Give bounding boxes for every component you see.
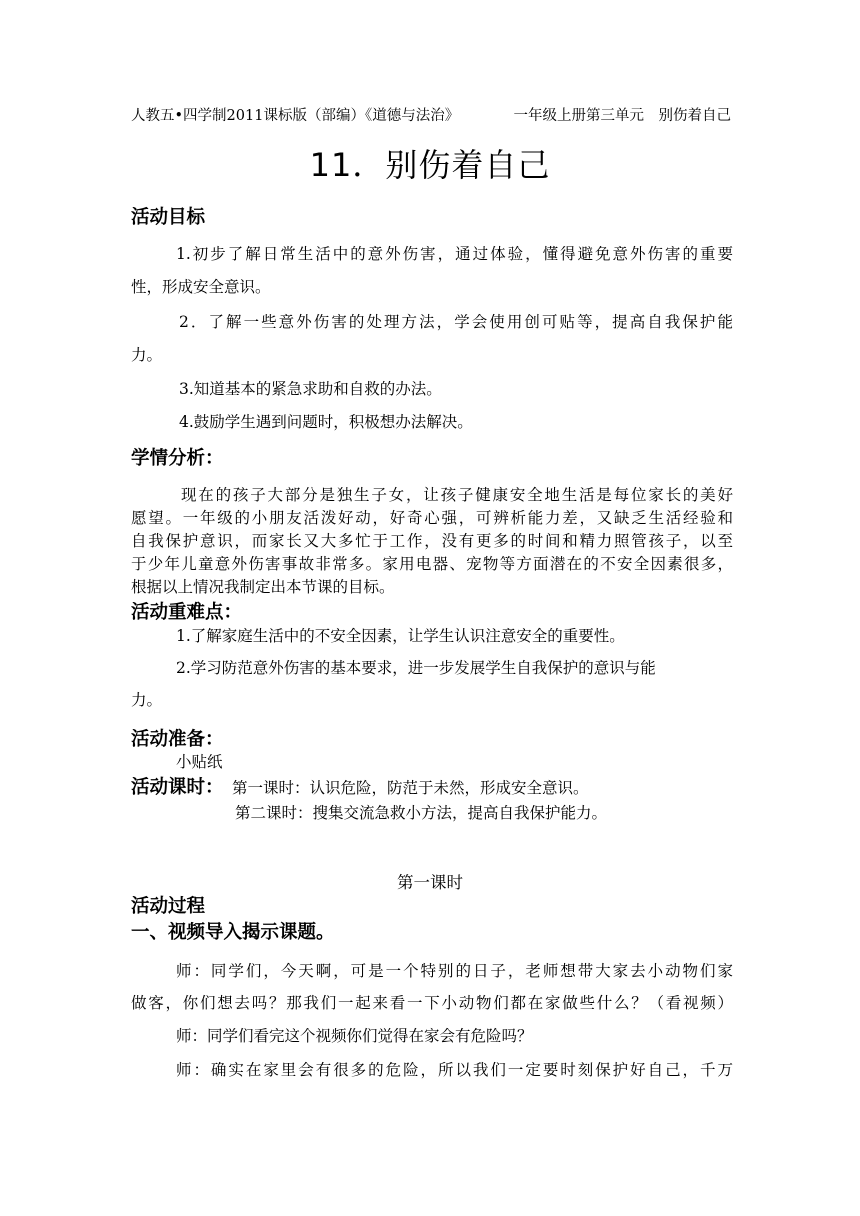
lesson-p3: 师：确实在家里会有很多的危险，所以我们一定要时刻保护好自己，千万 xyxy=(176,1061,733,1079)
prep-content: 小贴纸 xyxy=(176,753,223,771)
analysis-heading: 学情分析： xyxy=(131,448,224,469)
keypoints-heading: 活动重难点： xyxy=(131,602,243,623)
goal-item-2-line-1: 2．了解一些意外伤害的处理方法，学会使用创可贴等，提高自我保护能 xyxy=(179,313,733,331)
keypoint-item-2-line-2: 力。 xyxy=(131,691,163,709)
header-right: 一年级上册第三单元 别伤着自己 xyxy=(513,108,731,124)
keypoint-item-2-line-1: 2.学习防范意外伤害的基本要求，进一步发展学生自我保护的意识与能 xyxy=(176,659,656,677)
goal-item-4: 4.鼓励学生遇到问题时，积极想办法解决。 xyxy=(179,413,473,431)
goal-item-1-line-2: 性，形成安全意识。 xyxy=(131,278,271,296)
hours-heading: 活动课时： xyxy=(131,777,224,798)
keypoint-item-1: 1.了解家庭生活中的不安全因素，让学生认识注意安全的重要性。 xyxy=(176,627,625,645)
analysis-line-5: 根据以上情况我制定出本节课的目标。 xyxy=(131,578,395,596)
page-header xyxy=(131,104,731,125)
lesson-p2: 师：同学们看完这个视频你们觉得在家会有危险吗？ xyxy=(176,1027,533,1045)
process-heading: 活动过程 xyxy=(131,896,206,917)
prep-heading: 活动准备： xyxy=(131,729,224,750)
section-1-heading: 一、视频导入揭示课题。 xyxy=(131,922,335,943)
goal-item-2-line-2: 力。 xyxy=(131,346,163,364)
analysis-line-4: 于少年儿童意外伤害事故非常多。家用电器、宠物等方面潜在的不安全因素很多， xyxy=(131,555,733,573)
lesson-p1-line-1: 师：同学们，今天啊，可是一个特别的日子，老师想带大家去小动物们家 xyxy=(176,962,733,980)
analysis-line-3: 自我保护意识，而家长又大多忙于工作，没有更多的时间和精力照管孩子，以至 xyxy=(131,532,733,550)
lesson-p1-line-2: 做客，你们想去吗？那我们一起来看一下小动物们都在家做些什么？（看视频） xyxy=(131,994,733,1012)
document-title: 11．别伤着自己 xyxy=(309,146,551,184)
analysis-line-2: 愿望。一年级的小朋友活泼好动，好奇心强，可辨析能力差，又缺乏生活经验和 xyxy=(131,509,733,527)
hours-first: 第一课时：认识危险，防范于未然，形成安全意识。 xyxy=(232,779,589,797)
header-left: 人教五•四学制2011课标版（部编）《道德与法治》 xyxy=(131,108,460,124)
goal-item-1-line-1: 1.初步了解日常生活中的意外伤害，通过体验，懂得避免意外伤害的重要 xyxy=(176,245,733,263)
lesson-1-title: 第一课时 xyxy=(397,873,463,892)
hours-second: 第二课时：搜集交流急救小方法，提高自我保护能力。 xyxy=(235,804,608,822)
goals-heading: 活动目标 xyxy=(131,207,206,228)
analysis-line-1: 现在的孩子大部分是独生子女，让孩子健康安全地生活是每位家长的美好 xyxy=(181,486,733,504)
goal-item-3: 3.知道基本的紧急求助和自救的办法。 xyxy=(179,380,442,398)
